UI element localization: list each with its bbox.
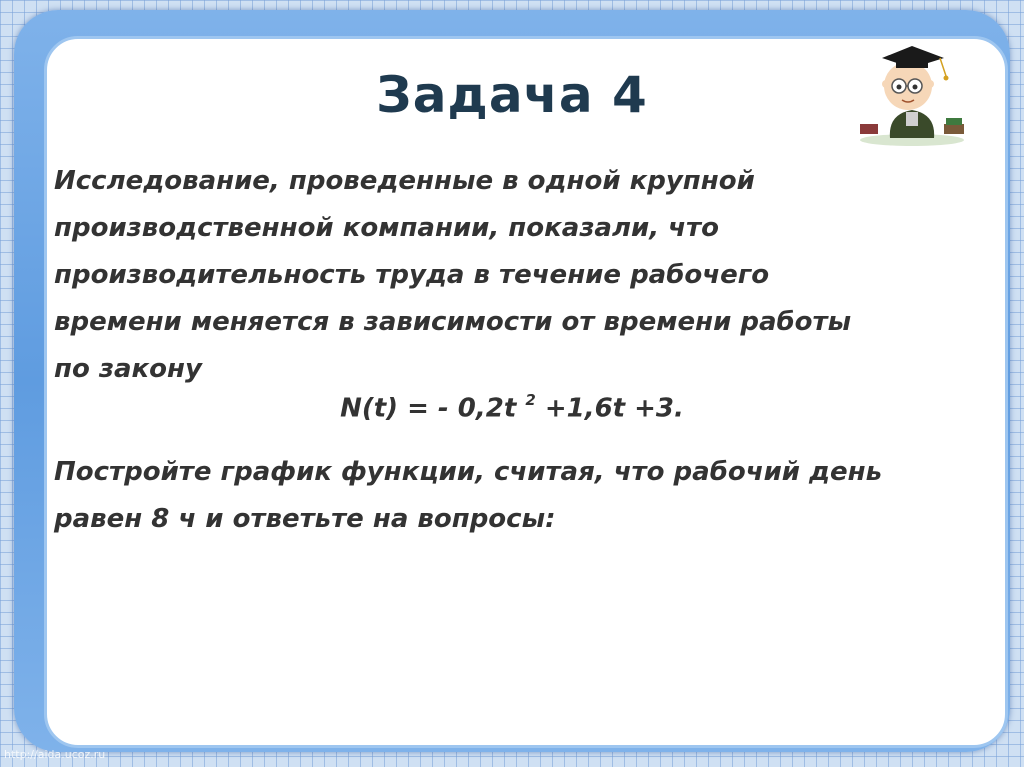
formula	[0, 393, 1024, 424]
task-description: Исследование, проведенные в одной крупной производственной компании, показали, что производительность труда в течение рабочего времени меняется в зависимости от времени работы по закону	[54, 166, 852, 384]
watermark: http://aida.ucoz.ru	[4, 748, 106, 761]
formula-tail: +1,6t +3.	[535, 393, 684, 424]
task-instruction: Постройте график функции, считая, что рабочий день равен 8 ч и ответьте на вопросы:	[54, 457, 883, 534]
slide-title: Задача 4	[376, 66, 648, 124]
formula-main: N(t) = - 0,2t	[340, 393, 526, 424]
professor-mascot-icon	[852, 38, 972, 148]
formula-exponent: 2	[525, 391, 536, 409]
